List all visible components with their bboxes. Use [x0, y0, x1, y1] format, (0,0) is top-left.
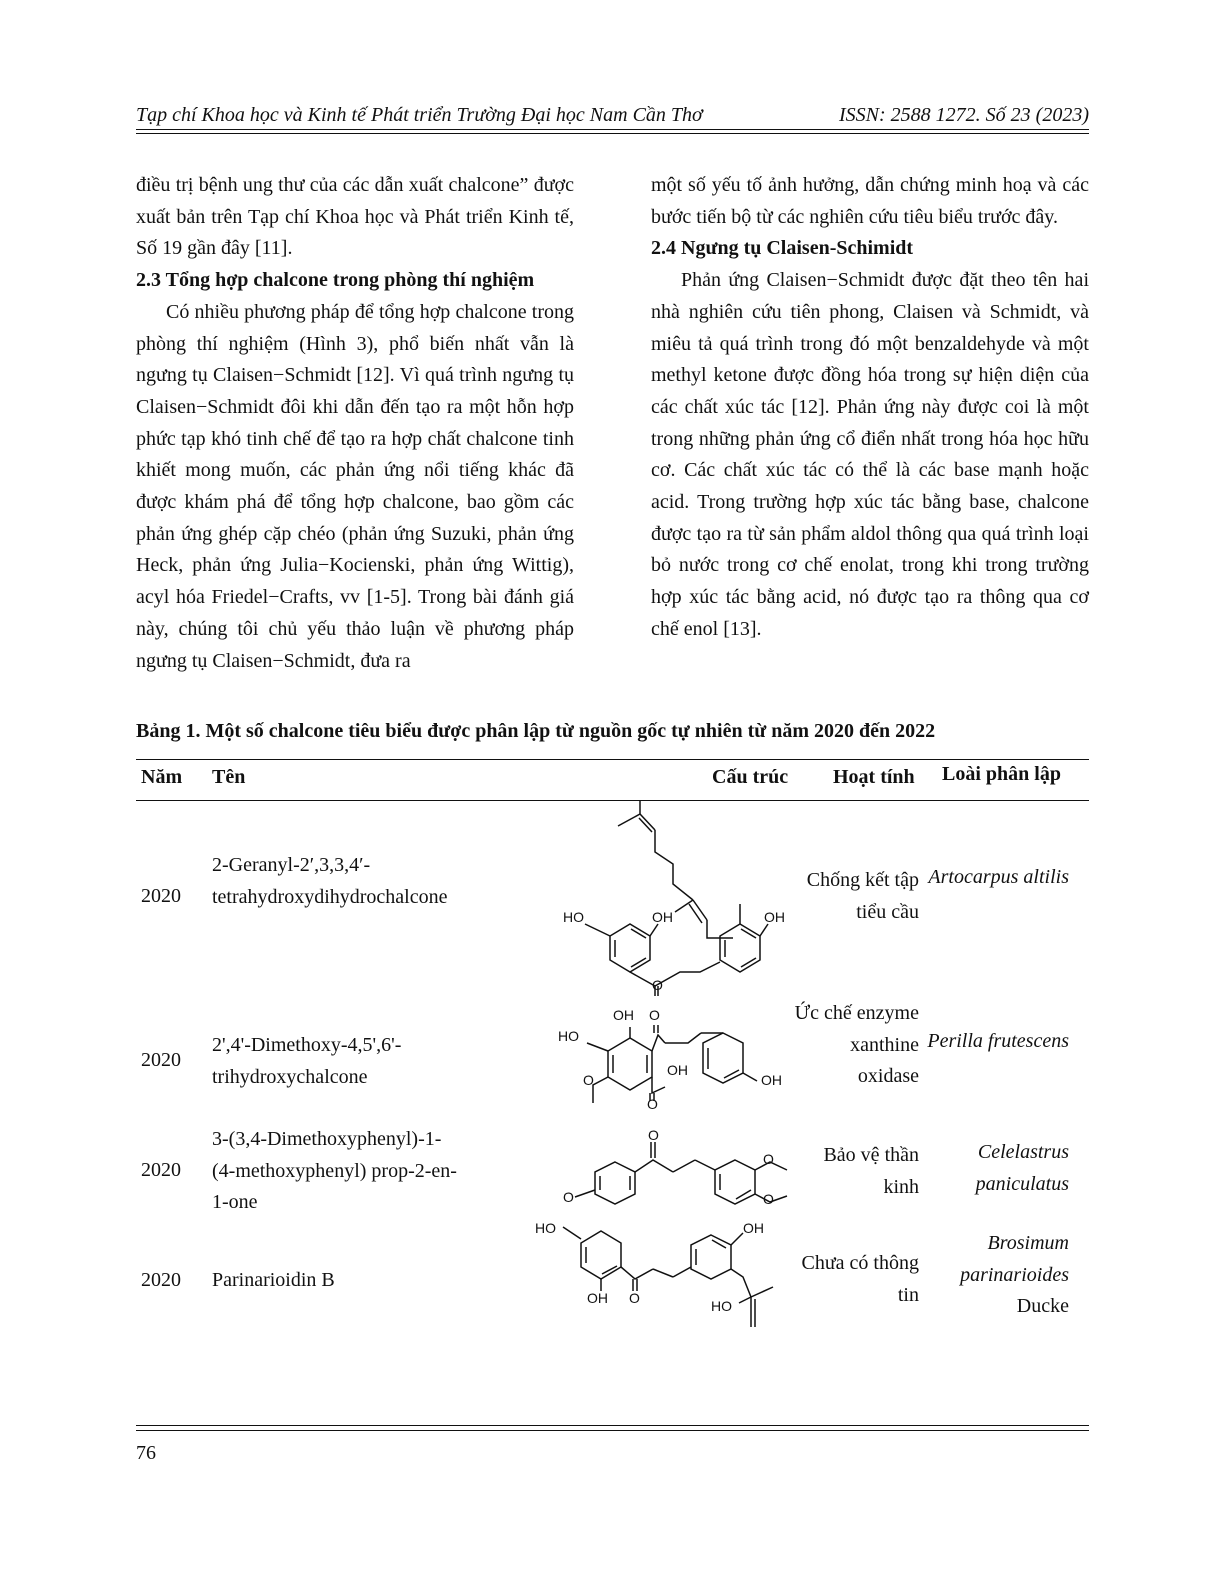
row1-year: 2020 [141, 885, 181, 907]
table-top-rule [136, 759, 1089, 760]
row4-label-ho: HO [711, 1298, 732, 1314]
column-header-year: Năm [141, 766, 183, 788]
row3-species [919, 1137, 1069, 1200]
row3-label-o: O [763, 1191, 774, 1207]
species-authority: Ducke [1016, 1295, 1069, 1317]
row1-activity: Chống kết tập tiểu cầu [806, 869, 919, 923]
row4-label-oh: OH [587, 1290, 608, 1306]
row2-label-ho: HO [558, 1028, 579, 1044]
species-name: Artocarpus altilis [928, 866, 1069, 888]
row4-year: 2020 [141, 1269, 181, 1291]
table-caption: Bảng 1. Một số chalcone tiêu biểu được phân lập từ nguồn gốc tự nhiên từ năm 2020 đến 2022 [136, 720, 936, 742]
row1-structure [555, 800, 800, 1000]
row2-structure [555, 1003, 800, 1113]
section-heading: 2.4 Ngưng tụ Claisen-Schimidt [651, 237, 914, 260]
column-header-species: Loài phân lập [942, 763, 1061, 785]
row3-structure [555, 1122, 800, 1222]
species-name: Perilla frutescens [927, 1030, 1069, 1052]
header-rule [136, 129, 1089, 130]
row2-label-o: O [647, 1096, 658, 1112]
column-header-activity: Hoạt tính [833, 766, 915, 788]
row4-name: Parinarioidin B [212, 1269, 335, 1291]
footer-rule [136, 1425, 1089, 1426]
paragraph: Có nhiều phương pháp để tổng hợp chalcone trong phòng thí nghiệm (Hình 3), phổ biến nhất vẫn là ngưng tụ Claisen−Schmidt [12]. Vì quá trình ngưng tụ Claisen−Schmidt đôi khi dẫn đến tạo ra một hỗn hợp phức tạp khó tinh chế để tạo ra hợp chất chalcone tinh khiết mong muốn, các phản ứng nổi tiếng khác đã được khám phá để tổng hợp chalcone, bao gồm các phản ứng ghép cặp chéo (phản ứng Suzuki, phản ứng Heck, phản ứng Julia−Kocienski, phản ứng Wittig), acyl hóa Friedel−Crafts, vv [1-5]. Trong bài đánh giá này, chúng tôi chủ yếu thảo luận về phương pháp ngưng tụ Claisen−Schmidt, đưa ra [136, 300, 574, 672]
running-head [136, 100, 1089, 130]
row1-name: 2-Geranyl-2′,3,3,4′-tetrahydroxydihydrochalcone [212, 854, 448, 908]
row1-species [919, 862, 1069, 894]
row2-year: 2020 [141, 1049, 181, 1071]
row3-name: 3-(3,4-Dimethoxyphenyl)-1-(4-methoxyphenyl) prop-2-en-1-one [212, 1128, 457, 1213]
row4-structure [535, 1215, 800, 1340]
journal-title: Tạp chí Khoa học và Kinh tế Phát triển Trường Đại học Nam Cần Thơ [136, 104, 703, 126]
species-name: Brosimum parinarioides [960, 1232, 1069, 1286]
page-number: 76 [136, 1442, 156, 1464]
row4-label-o: O [629, 1290, 640, 1306]
row4-label-ho: HO [535, 1220, 556, 1236]
row3-label-o: O [563, 1189, 574, 1205]
paragraph: Phản ứng Claisen−Schmidt được đặt theo tên hai nhà nghiên cứu tiên phong, Claisen và Schmidt, và miêu tả quá trình trong đó một benzaldehyde và một methyl ketone được đồng hóa trong sự hiện diện của các chất xúc tác [12]. Phản ứng này được coi là một trong những phản ứng cổ điển nhất trong hóa học hữu cơ. Các chất xúc tác có thể là các base mạnh hoặc acid. Trong trường hợp xúc tác bằng base, chalcone được tạo ra từ sản phẩm aldol thông qua quá trình loại bỏ nước trong cơ chế enolat, trong khi trong trường hợp xúc tác bằng acid, nó được tạo ra thông qua cơ chế enol [13]. [651, 269, 1089, 640]
row2-label-o: O [583, 1072, 594, 1088]
row2-label-oh: OH [761, 1072, 782, 1088]
row1-label-o: O [652, 977, 663, 993]
row2-label-o: O [649, 1007, 660, 1023]
issn-issue: ISSN: 2588 1272. Số 23 (2023) [839, 104, 1089, 126]
row4-species [919, 1228, 1069, 1323]
row2-species [919, 1026, 1069, 1058]
row1-label-oh: OH [652, 909, 673, 925]
row4-label-oh: OH [743, 1220, 764, 1236]
left-column [136, 170, 574, 677]
row2-label-oh: OH [613, 1007, 634, 1023]
row1-label-oh: OH [764, 909, 785, 925]
row3-label-o: O [763, 1151, 774, 1167]
paragraph: một số yếu tố ảnh hưởng, dẫn chứng minh hoạ và các bước tiến bộ từ các nghiên cứu tiêu biểu trước đây. [651, 174, 1089, 228]
section-heading: 2.3 Tổng hợp chalcone trong phòng thí nghiệm [136, 269, 535, 292]
footer-rule-thin [136, 1430, 1089, 1431]
paragraph: điều trị bệnh ung thư của các dẫn xuất chalcone” được xuất bản trên Tạp chí Khoa học và Phát triển Kinh tế, Số 19 gần đây [11]. [136, 174, 574, 260]
row2-name: 2',4'-Dimethoxy-4,5',6'-trihydroxychalcone [212, 1034, 402, 1088]
row3-label-o: O [648, 1127, 659, 1143]
row2-activity: Ức chế enzyme xanthine oxidase [794, 1002, 919, 1087]
header-rule-thin [136, 133, 1089, 134]
row2-label-oh: OH [667, 1062, 688, 1078]
column-header-structure: Cấu trúc [712, 766, 789, 788]
row4-activity: Chưa có thông tin [801, 1252, 919, 1306]
right-column [651, 170, 1089, 646]
column-header-name: Tên [212, 766, 246, 788]
row1-label-ho: HO [563, 909, 584, 925]
row3-activity: Bảo vệ thần kinh [823, 1144, 919, 1198]
row3-year: 2020 [141, 1159, 181, 1181]
species-name: Celelastrus paniculatus [975, 1141, 1069, 1195]
